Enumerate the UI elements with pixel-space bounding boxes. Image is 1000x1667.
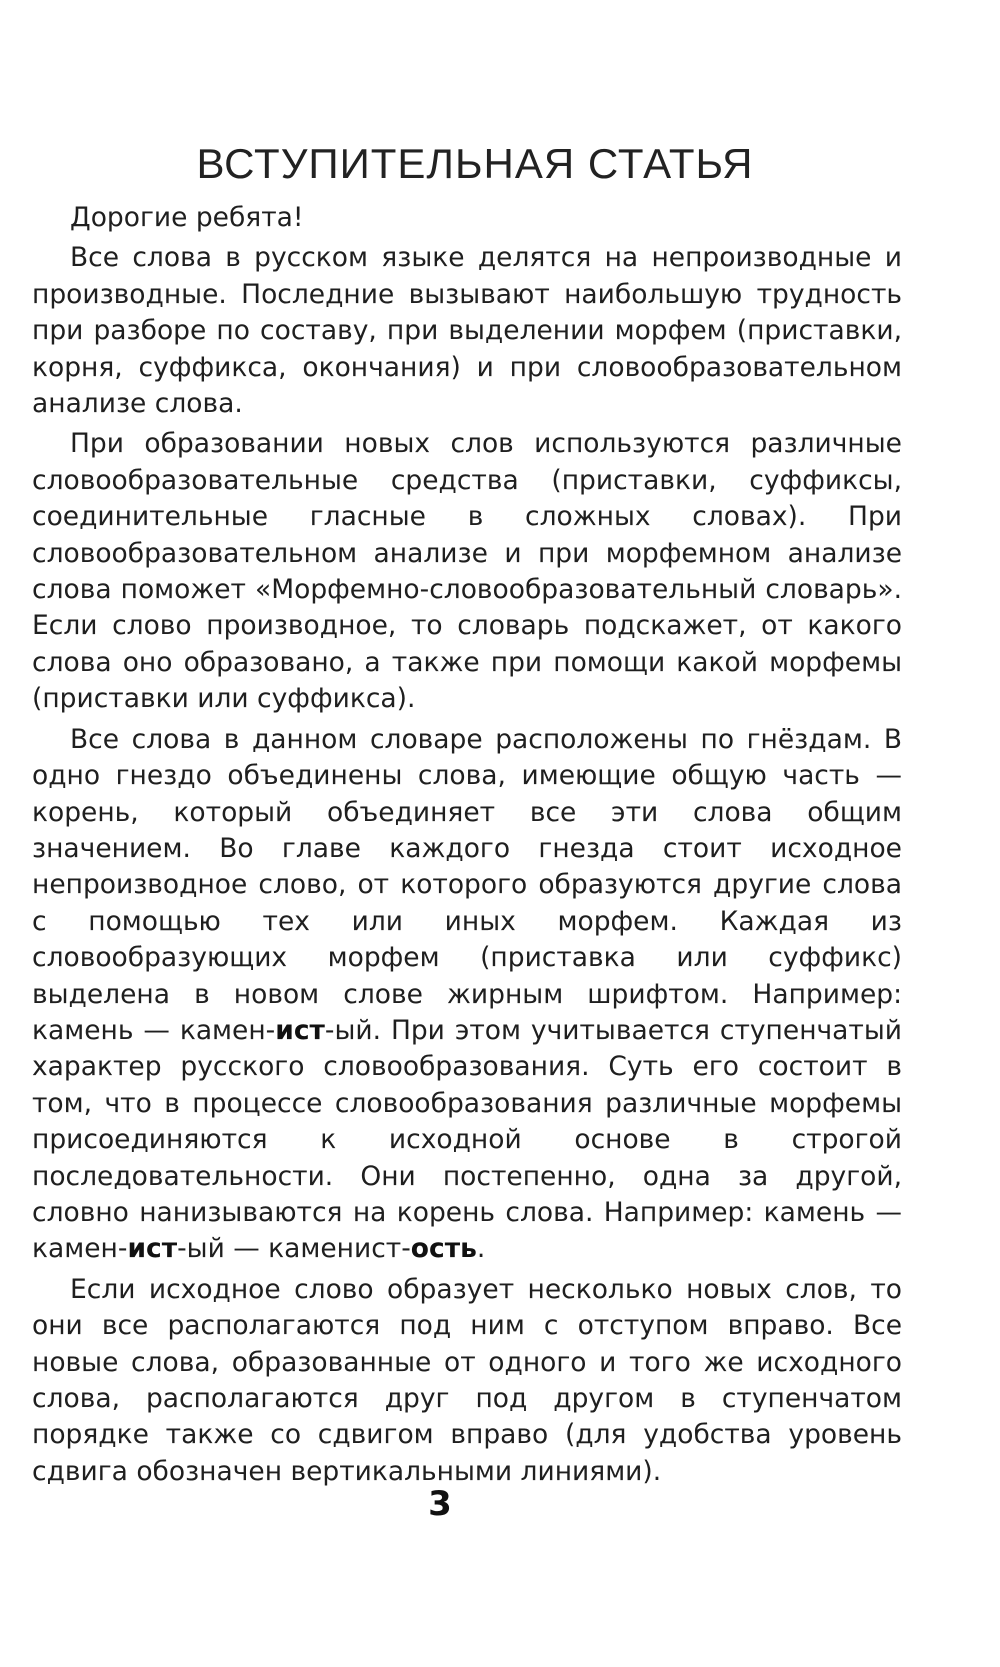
greeting-paragraph: Дорогие ребята!: [70, 202, 304, 233]
page-title: ВСТУПИТЕЛЬНАЯ СТАТЬЯ: [196, 140, 754, 188]
article-body: [32, 200, 902, 1494]
paragraph-1: Все слова в русском языке делятся на непроизводные и производные. Последние вызывают наибольшую трудность при разборе по составу, при выделении морфем (приставки, корня, суффикса, окончания) и при словообразовательном анализе слова.: [32, 242, 902, 420]
page-number: 3: [428, 1484, 452, 1524]
paragraph-3-text-3: -ый — каменист-: [177, 1233, 411, 1265]
paragraph-3-text-4: .: [476, 1233, 486, 1265]
paragraph-2: При образовании новых слов используются различные словообразовательные средства (приставки, суффиксы, соединительные гласные в сложных словах). При словообразовательном анализе и при морфемном анализе слова поможет «Морфемно-словообразовательный словарь». Если слово производное, то словарь подскажет, от какого слова оно образовано, а также при помощи какой морфемы (приставки или суффикса).: [32, 428, 902, 715]
paragraph-3: [32, 722, 902, 1268]
paragraph-3-text-1: Все слова в данном словаре расположены по гнёздам. В одно гнездо объединены слова, имеющие общую часть — корень, который объединяет все эти слова общим значением. Во главе каждого гнезда стоит исходное непроизводное слово, от которого образуются другие слова с помощью тех или иных морфем. Каждая из словообразующих морфем (приставка или суффикс) выделена в новом слове жирным шрифтом. Например: камень — камен-: [32, 723, 902, 1046]
morpheme-bold-2: ист: [127, 1233, 178, 1265]
morpheme-bold-1: ист: [275, 1014, 325, 1046]
paragraph-3-text-2: -ый. При этом учитывается ступенчатый характер русского словообразования. Суть его состоит в том, что в процессе словообразования различные морфемы присоединяются к исходной основе в строгой последовательности. Они постепенно, одна за другой, словно нанизываются на корень слова. Например: камень — камен-: [32, 1014, 902, 1265]
paragraph-4: Если исходное слово образует несколько новых слов, то они все располагаются под ним с отступом вправо. Все новые слова, образованные от одного и того же исходного слова, располагаются друг под другом в ступенчатом порядке также со сдвигом вправо (для удобства уровень сдвига обозначен вертикальными линиями).: [32, 1273, 902, 1487]
morpheme-bold-3: ость: [410, 1233, 477, 1265]
